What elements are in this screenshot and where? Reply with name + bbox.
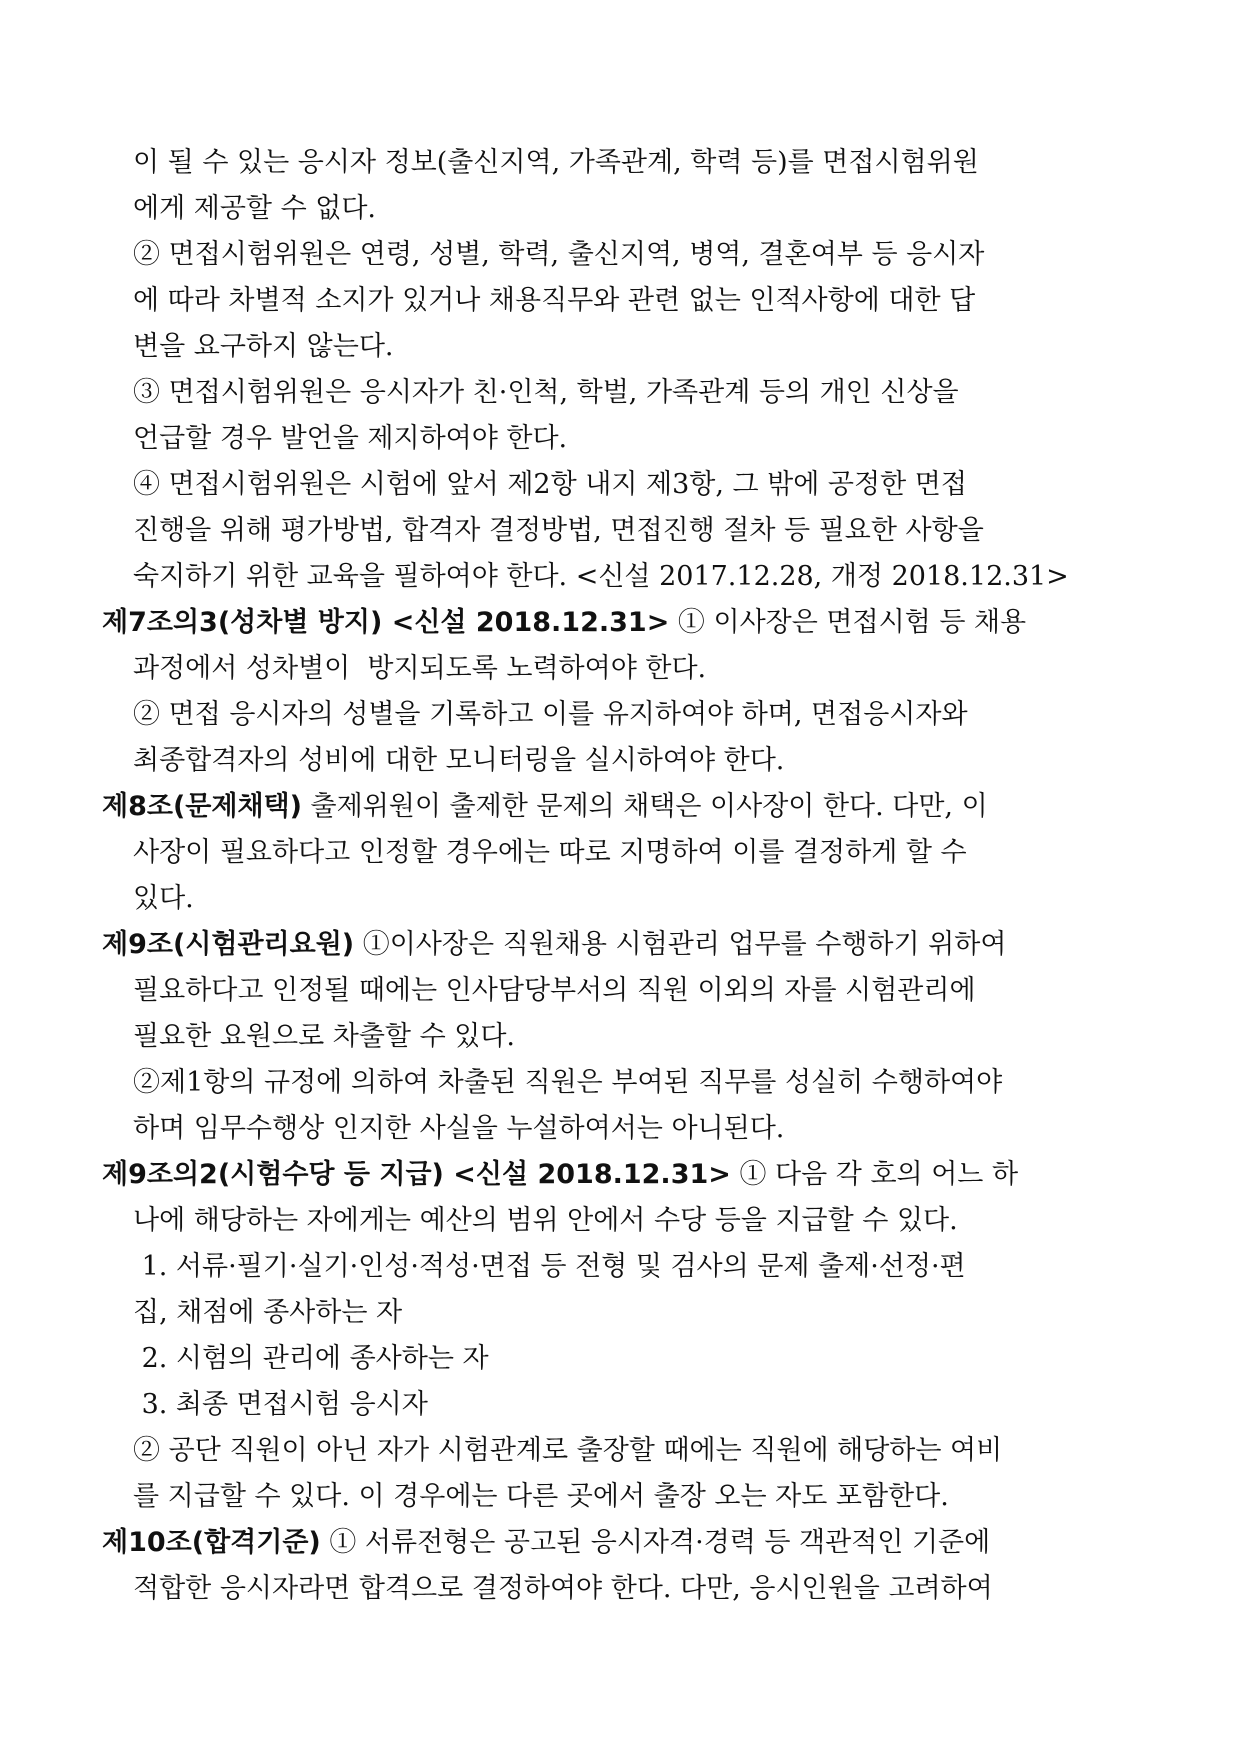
article-heading: 제9조(시험관리요원)	[102, 929, 355, 960]
article-text: 출제위원이 출제한 문제의 채택은 이사장이 한다. 다만, 이	[301, 791, 988, 822]
text-line: ② 면접 응시자의 성별을 기록하고 이를 유지하여야 하며, 면접응시자와	[133, 699, 968, 730]
list-item: 3. 최종 면접시험 응시자	[133, 1389, 428, 1420]
article-heading: 제7조의3(성차별 방지) <신설 2018.12.31>	[102, 607, 670, 638]
text-line: 숙지하기 위한 교육을 필하여야 한다. <신설 2017.12.28, 개정 2018.12.31>	[133, 561, 1069, 592]
text-line: ③ 면접시험위원은 응시자가 친·인척, 학벌, 가족관계 등의 개인 신상을	[133, 377, 959, 408]
text-line: 하며 임무수행상 인지한 사실을 누설하여서는 아니된다.	[133, 1113, 785, 1144]
article-7-3-first-line	[102, 600, 1139, 646]
article-heading: 제10조(합격기준)	[102, 1527, 321, 1558]
text-line: 필요한 요원으로 차출할 수 있다.	[133, 1021, 515, 1052]
text-line: 변을 요구하지 않는다.	[133, 331, 394, 362]
article-text: ① 다음 각 호의 어느 하	[730, 1159, 1019, 1190]
article-10-first-line	[102, 1520, 1139, 1566]
text-line: 필요하다고 인정될 때에는 인사담당부서의 직원 이외의 자를 시험관리에	[133, 975, 976, 1006]
article-9-first-line	[102, 922, 1139, 968]
text-line: 이 될 수 있는 응시자 정보(출신지역, 가족관계, 학력 등)를 면접시험위원	[133, 147, 979, 178]
text-line: 과정에서 성차별이 방지되도록 노력하여야 한다.	[133, 653, 707, 684]
text-line: ② 면접시험위원은 연령, 성별, 학력, 출신지역, 병역, 결혼여부 등 응시자	[133, 239, 985, 270]
list-item: 1. 서류·필기·실기·인성·적성·면접 등 전형 및 검사의 문제 출제·선정·편	[133, 1251, 966, 1282]
article-heading: 제9조의2(시험수당 등 지급) <신설 2018.12.31>	[102, 1159, 731, 1190]
text-line: ④ 면접시험위원은 시험에 앞서 제2항 내지 제3항, 그 밖에 공정한 면접	[133, 469, 967, 500]
article-text: ①이사장은 직원채용 시험관리 업무를 수행하기 위하여	[354, 929, 1007, 960]
text-line: 집, 채점에 종사하는 자	[133, 1297, 403, 1328]
text-line: 진행을 위해 평가방법, 합격자 결정방법, 면접진행 절차 등 필요한 사항을	[133, 515, 984, 546]
text-line: 최종합격자의 성비에 대한 모니터링을 실시하여야 한다.	[133, 745, 785, 776]
text-line: 에 따라 차별적 소지가 있거나 채용직무와 관련 없는 인적사항에 대한 답	[133, 285, 976, 316]
text-line: 를 지급할 수 있다. 이 경우에는 다른 곳에서 출장 오는 자도 포함한다.	[133, 1481, 949, 1512]
article-text: ① 서류전형은 공고된 응시자격·경력 등 객관적인 기준에	[320, 1527, 991, 1558]
text-line: 나에 해당하는 자에게는 예산의 범위 안에서 수당 등을 지급할 수 있다.	[133, 1205, 958, 1236]
article-9-2-first-line	[102, 1152, 1139, 1198]
article-text: ① 이사장은 면접시험 등 채용	[669, 607, 1027, 638]
text-line: ② 공단 직원이 아닌 자가 시험관계로 출장할 때에는 직원에 해당하는 여비	[133, 1435, 1003, 1466]
article-8-first-line	[102, 784, 1139, 830]
text-line: ②제1항의 규정에 의하여 차출된 직원은 부여된 직무를 성실히 수행하여야	[133, 1067, 1003, 1098]
text-line: 에게 제공할 수 없다.	[133, 193, 376, 224]
list-item: 2. 시험의 관리에 종사하는 자	[133, 1343, 489, 1374]
article-heading: 제8조(문제채택)	[102, 791, 302, 822]
text-line: 사장이 필요하다고 인정할 경우에는 따로 지명하여 이를 결정하게 할 수	[133, 837, 967, 868]
text-line: 언급할 경우 발언을 제지하여야 한다.	[133, 423, 568, 454]
text-line: 적합한 응시자라면 합격으로 결정하여야 한다. 다만, 응시인원을 고려하여	[133, 1573, 993, 1604]
text-line: 있다.	[133, 883, 194, 914]
